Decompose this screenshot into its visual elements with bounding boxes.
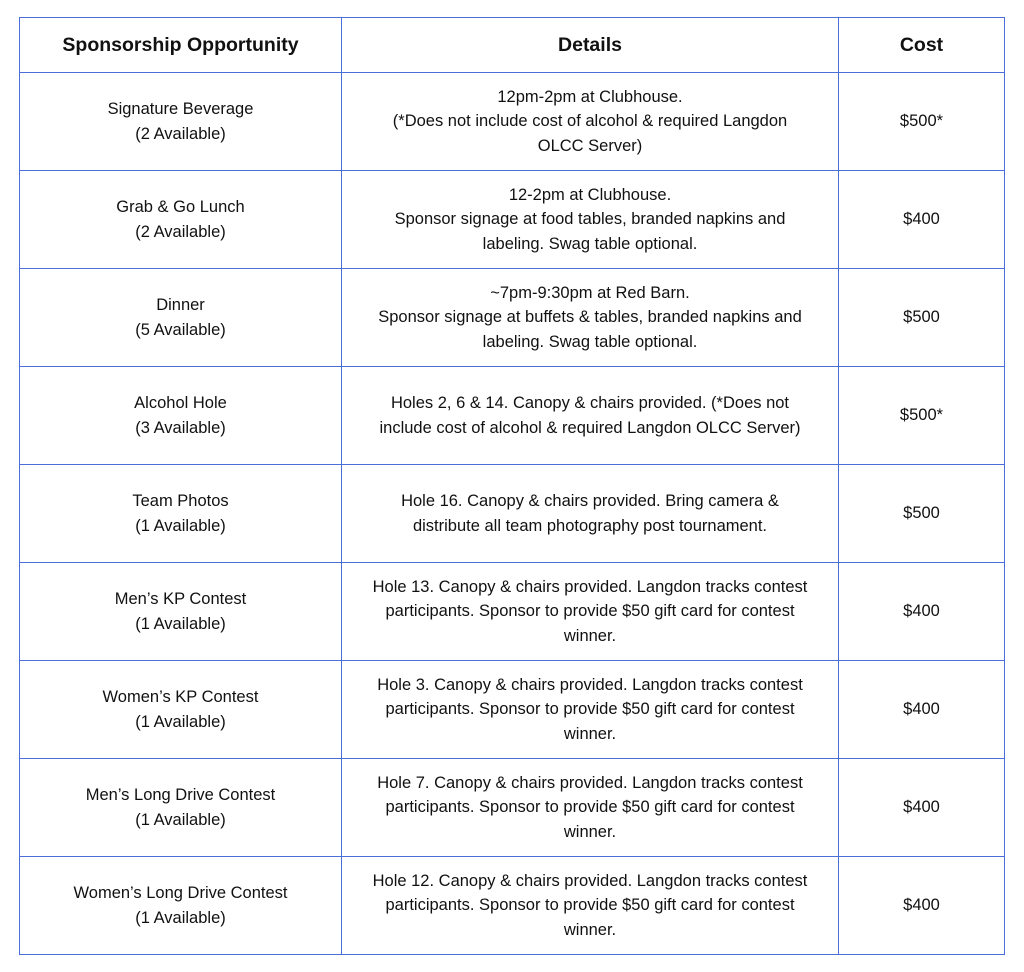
details-cell [342, 269, 839, 367]
details-cell-line: (*Does not include cost of alcohol & required Langdon [392, 112, 788, 131]
details-cell-line: 12-2pm at Clubhouse. [508, 185, 672, 204]
details-cell-line: distribute all team photography post tournament. [412, 516, 768, 535]
sponsorship-table [19, 17, 1005, 955]
details-cell-line: winner. [563, 626, 617, 645]
details-cell [342, 857, 839, 955]
details-cell-line: Holes 2, 6 & 14. Canopy & chairs provided. (*Does not [390, 393, 790, 412]
cost-cell: $400 [839, 759, 1005, 857]
table-body [20, 73, 1005, 955]
details-cell-line: OLCC Server) [537, 136, 643, 155]
cost-cell: $500* [839, 367, 1005, 465]
details-cell-line: participants. Sponsor to provide $50 gift card for contest [385, 700, 795, 719]
opportunity-cell [20, 73, 342, 171]
opportunity-cell-line: Grab & Go Lunch [116, 197, 245, 216]
opportunity-cell-line: Dinner [156, 295, 205, 314]
opportunity-cell [20, 367, 342, 465]
details-cell-line: Hole 7. Canopy & chairs provided. Langdon tracks contest [377, 773, 803, 792]
table-row [20, 661, 1005, 759]
cost-cell: $400 [839, 563, 1005, 661]
details-cell-line: Hole 16. Canopy & chairs provided. Bring camera & [401, 491, 779, 510]
opportunity-cell-line: Team Photos [132, 491, 229, 510]
table-row [20, 367, 1005, 465]
opportunity-cell-line: Men’s KP Contest [114, 589, 247, 608]
header-opportunity: Sponsorship Opportunity [20, 18, 342, 73]
details-cell [342, 171, 839, 269]
opportunity-cell [20, 759, 342, 857]
opportunity-cell [20, 661, 342, 759]
details-cell-line: Hole 12. Canopy & chairs provided. Langdon tracks contest [372, 871, 808, 890]
details-cell [342, 465, 839, 563]
opportunity-cell-line: (1 Available) [135, 908, 226, 927]
details-cell-line: participants. Sponsor to provide $50 gift card for contest [385, 602, 795, 621]
table-row [20, 465, 1005, 563]
details-cell-line: winner. [563, 822, 617, 841]
details-cell-line: include cost of alcohol & required Langdon OLCC Server) [379, 418, 801, 437]
opportunity-cell-line: (5 Available) [135, 320, 226, 339]
details-cell-line: Sponsor signage at buffets & tables, branded napkins and [378, 308, 802, 327]
details-cell [342, 73, 839, 171]
cost-cell: $400 [839, 857, 1005, 955]
table-row [20, 73, 1005, 171]
details-cell-line: labeling. Swag table optional. [482, 332, 698, 351]
details-cell [342, 759, 839, 857]
opportunity-cell [20, 269, 342, 367]
details-cell-line: Hole 3. Canopy & chairs provided. Langdon tracks contest [377, 675, 803, 694]
details-cell-line: ~7pm-9:30pm at Red Barn. [490, 283, 690, 302]
opportunity-cell [20, 563, 342, 661]
details-cell [342, 661, 839, 759]
opportunity-cell-line: (3 Available) [135, 418, 226, 437]
opportunity-cell-line: Men’s Long Drive Contest [85, 785, 276, 804]
details-cell-line: participants. Sponsor to provide $50 gift card for contest [385, 798, 795, 817]
table-row [20, 857, 1005, 955]
cost-cell: $400 [839, 171, 1005, 269]
opportunity-cell-line: Women’s Long Drive Contest [73, 883, 288, 902]
opportunity-cell-line: (2 Available) [135, 124, 226, 143]
opportunity-cell [20, 857, 342, 955]
table-row [20, 759, 1005, 857]
opportunity-cell-line: (1 Available) [135, 516, 226, 535]
opportunity-cell [20, 171, 342, 269]
details-cell-line: Hole 13. Canopy & chairs provided. Langdon tracks contest [372, 577, 808, 596]
table-header-row [20, 18, 1005, 73]
opportunity-cell [20, 465, 342, 563]
details-cell-line: participants. Sponsor to provide $50 gift card for contest [385, 896, 795, 915]
opportunity-cell-line: Alcohol Hole [134, 393, 227, 412]
table-row [20, 171, 1005, 269]
opportunity-cell-line: Signature Beverage [107, 99, 254, 118]
header-cost: Cost [839, 18, 1005, 73]
details-cell-line: 12pm-2pm at Clubhouse. [497, 87, 683, 106]
cost-cell: $400 [839, 661, 1005, 759]
cost-cell: $500* [839, 73, 1005, 171]
opportunity-cell-line: (1 Available) [135, 810, 226, 829]
details-cell [342, 367, 839, 465]
details-cell-line: winner. [563, 724, 617, 743]
cost-cell: $500 [839, 465, 1005, 563]
table-row [20, 563, 1005, 661]
details-cell-line: Sponsor signage at food tables, branded napkins and [394, 210, 786, 229]
table-row [20, 269, 1005, 367]
cost-cell: $500 [839, 269, 1005, 367]
details-cell-line: winner. [563, 920, 617, 939]
opportunity-cell-line: (1 Available) [135, 614, 226, 633]
details-cell [342, 563, 839, 661]
header-details: Details [342, 18, 839, 73]
opportunity-cell-line: Women’s KP Contest [102, 687, 259, 706]
details-cell-line: labeling. Swag table optional. [482, 234, 698, 253]
opportunity-cell-line: (2 Available) [135, 222, 226, 241]
opportunity-cell-line: (1 Available) [135, 712, 226, 731]
